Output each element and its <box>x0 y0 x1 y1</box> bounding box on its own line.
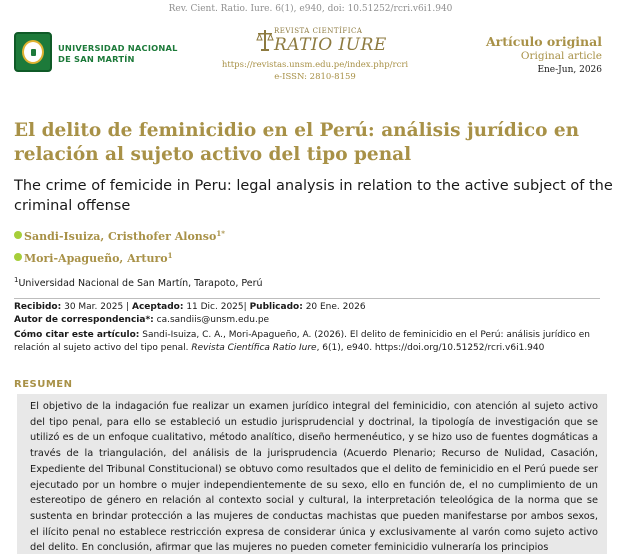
article-type: Artículo original <box>485 34 602 49</box>
correspondence-email[interactable]: ca.sandiis@unsm.edu.pe <box>156 315 270 325</box>
article-type-en: Original article <box>520 50 602 62</box>
correspondence-line: Autor de correspondencia*: ca.sandiis@unsm.edu.pe <box>14 315 270 325</box>
university-name-line2: DE SAN MARTÍN <box>58 54 135 64</box>
dates-line: Recibido: 30 Mar. 2025 | Aceptado: 11 Dic. 2025| Publicado: 20 Ene. 2026 <box>14 302 366 312</box>
divider <box>14 298 600 299</box>
journal-subtitle: REVISTA CIENTÍFICA <box>274 27 363 35</box>
justice-scales-icon <box>256 28 274 52</box>
university-name-line1: UNIVERSIDAD NACIONAL <box>58 43 178 53</box>
journal-issn: e-ISSN: 2810-8159 <box>274 72 356 82</box>
article-title: El delito de feminicidio en el Perú: análisis jurídico en relación al sujeto activo del tipo penal <box>14 120 580 165</box>
university-seal-icon <box>14 32 52 72</box>
doi-link[interactable]: , 6(1), e940. https://doi.org/10.51252/rcri.v6i1.940 <box>316 343 545 353</box>
article-period: Ene-Jun, 2026 <box>537 65 602 75</box>
citation-header: Rev. Cient. Ratio. Iure. 6(1), e940, doi: 10.51252/rcri.v6i1.940 <box>168 4 453 14</box>
journal-masthead <box>220 22 410 92</box>
how-to-cite: Cómo citar este artículo: Sandi-Isuiza, C. A., Mori-Apagueño, A. (2026). El delito de feminicidio en el Perú: análisis jurídico en relación al sujeto activo del tipo penal. Revista Científica Ratio Iure, 6(1), e940. https://doi.org/10.51252/rcri.v6i1.940 <box>14 330 590 353</box>
orcid-icon[interactable] <box>14 253 22 261</box>
article-title-english: The crime of femicide in Peru: legal analysis in relation to the active subject of the criminal offense <box>14 178 613 214</box>
abstract-box <box>17 394 607 554</box>
abstract-heading: RESUMEN <box>14 379 73 390</box>
journal-name: RATIO IURE <box>274 35 387 55</box>
author-2[interactable]: Mori-Apagueño, Arturo$^1$ <box>14 251 173 265</box>
orcid-icon[interactable] <box>14 231 22 239</box>
abstract-text: El objetivo de la indagación fue realizar un examen jurídico integral del feminicidio, con atención al sujeto activo del tipo penal, para ello se estableció un estudio jurisprudencial y doctrinal, la tipología de investigación que se utilizó es de un enfoque cualitativo, método analítico, diseño hermenéutico, y se hizo uso de fuentes dogmáticas a través de la triangulación, del análisis de la jurisprudencia (Acuerdo Plenario; Recurso de Nulidad, Casación, Expediente del Tribunal Constitucional) se obtuvo como resultados que el delito de feminicidio en el Perú puede ser ejecutado por un hombre o mujer independientemente de su sexo, ello en función de, el no cumplimiento de un estereotipo de género en relación al contexto social y cultural, la interpretación teleológica de la norma que se sustenta en brindar protección a las mujeres de conductas machistas que pueden manifestarse por ambos sexos, el ilícito penal no establece restricción expresa de considerar única y exclusivamente al varón como sujeto activo del delito. En conclusión, afirmar que las mujeres no pueden cometer feminicidio vulneraría los principios <box>30 401 598 554</box>
affiliation: $^1$Universidad Nacional de San Martín, Tarapoto, Perú <box>14 276 263 289</box>
journal-url-link[interactable]: https://revistas.unsm.edu.pe/index.php/rcri <box>221 60 409 70</box>
university-logo <box>14 32 178 76</box>
author-1[interactable]: Sandi-Isuiza, Cristhofer Alonso$^{1*}$ <box>14 229 225 243</box>
